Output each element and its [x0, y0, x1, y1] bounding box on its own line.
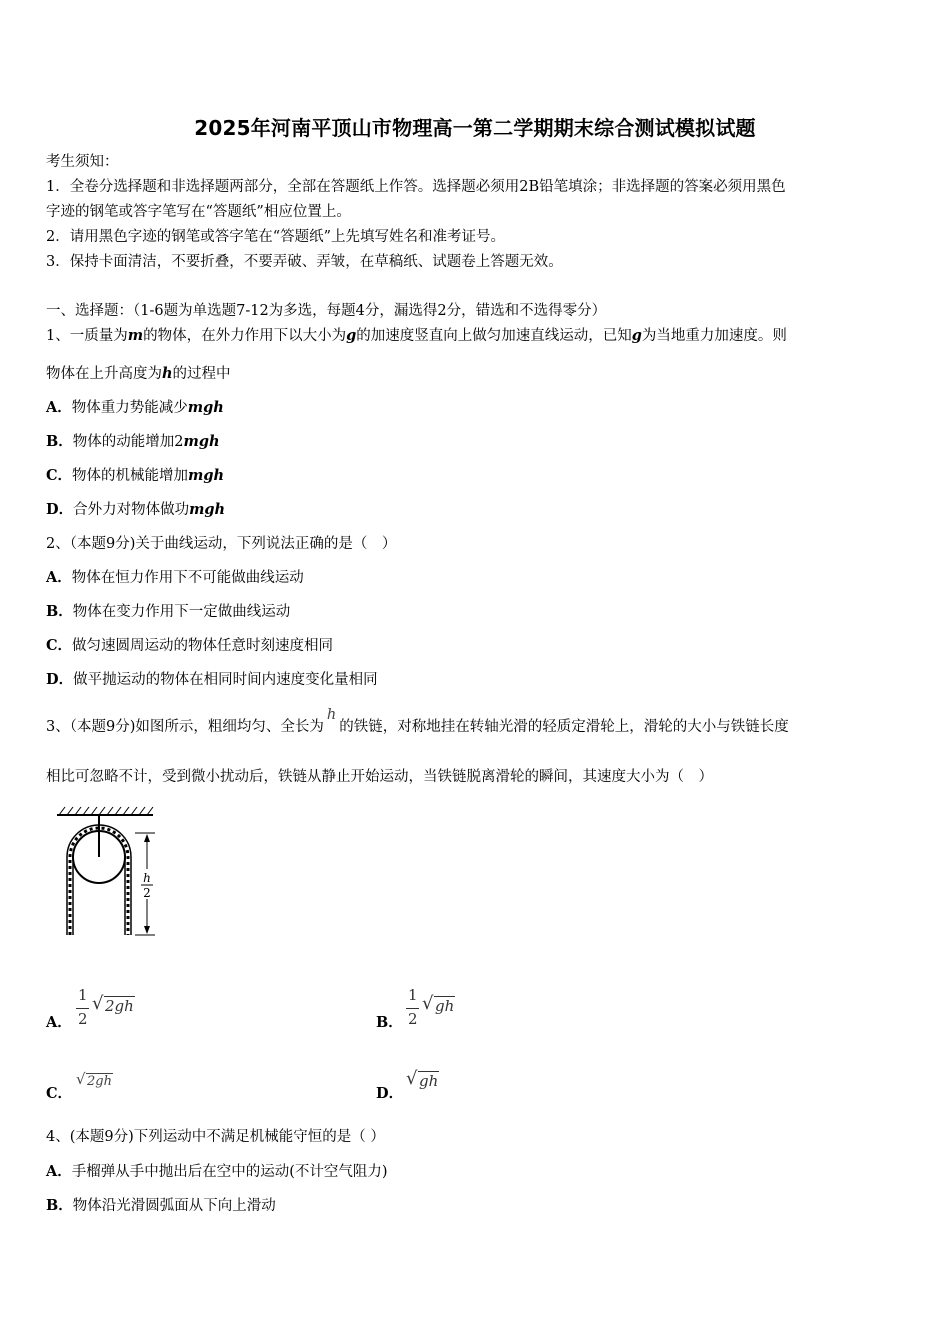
q3-option-b-formula: 1 2 √ gh	[408, 986, 455, 1028]
notice-line-4: 3．保持卡面清洁，不要折叠，不要弄破、弄皱，在草稿纸、试题卷上答题无效。	[46, 254, 563, 270]
var-g: g	[631, 327, 642, 344]
q2-option-a: A．物体在恒力作用下不可能做曲线运动	[46, 569, 304, 586]
dim-label-den: 2	[143, 886, 151, 900]
q4-option-b: B．物体沿光滑圆弧面从下向上滑动	[46, 1197, 276, 1214]
pulley-chain-figure	[55, 805, 165, 945]
q1-stem-line-1: 1、一质量为m的物体，在外力作用下以大小为g的加速度竖直向上做匀加速直线运动，已知g为当地重力加速度。则	[46, 327, 787, 344]
section-heading: 一、选择题：（1-6题为单选题7-12为多选，每题4分，漏选得2分，错选和不选得零分）	[46, 303, 607, 319]
var-h: h	[326, 707, 337, 723]
q1-option-b: B．物体的动能增加2mgh	[46, 433, 220, 450]
sqrt-icon: √	[92, 993, 104, 1014]
sqrt-icon: √	[76, 1070, 86, 1088]
q3-option-d-label: D．	[376, 1085, 404, 1102]
q3-stem-line-2: 相比可忽略不计，受到微小扰动后，铁链从静止开始运动，当铁链脱离滑轮的瞬间，其速度大小为（ ）	[46, 769, 713, 785]
var-h: h	[162, 365, 173, 382]
q1-option-a: A．物体重力势能减少mgh	[46, 399, 224, 416]
sqrt-icon: √	[406, 1068, 418, 1089]
q3-stem-line-1: 3、（本题9分)如图所示，粗细均匀、全长为h的铁链，对称地挂在转轴光滑的轻质定滑轮上，滑轮的大小与铁链长度	[46, 707, 789, 735]
notice-line-3: 2．请用黑色字迹的钢笔或答字笔在“答题纸”上先填写姓名和准考证号。	[46, 229, 506, 245]
q4-option-a: A．手榴弹从手中抛出后在空中的运动(不计空气阻力)	[46, 1163, 388, 1180]
q3-option-c-label: C．	[46, 1085, 73, 1102]
dim-arrow-down	[144, 926, 150, 934]
q2-stem: 2、（本题9分)关于曲线运动，下列说法正确的是（ ）	[46, 536, 397, 552]
q4-stem: 4、(本题9分)下列运动中不满足机械能守恒的是（ ）	[46, 1129, 385, 1145]
notice-line-2: 字迹的钢笔或答字笔写在“答题纸”相应位置上。	[46, 204, 351, 220]
var-g: g	[346, 327, 357, 344]
q3-option-a-label: A．	[46, 1014, 72, 1031]
notice-line-1: 1．全卷分选择题和非选择题两部分，全部在答题纸上作答。选择题必须用2B铅笔填涂；非选择题的答案必须用黑色	[46, 179, 786, 195]
q2-option-b: B．物体在变力作用下一定做曲线运动	[46, 603, 291, 620]
q1-option-d: D．合外力对物体做功mgh	[46, 501, 226, 518]
q3-option-a-formula: 1 2 √ 2gh	[78, 986, 134, 1028]
q3-option-b-label: B．	[376, 1014, 403, 1031]
q2-option-d: D．做平抛运动的物体在相同时间内速度变化量相同	[46, 671, 378, 688]
exam-title: 2025年河南平顶山市物理高一第二学期期末综合测试模拟试题	[194, 116, 756, 140]
var-m: m	[127, 327, 144, 344]
q3-option-d-formula: √ gh	[406, 1068, 439, 1090]
notice-heading: 考生须知：	[46, 154, 119, 170]
q1-stem-line-2: 物体在上升高度为h的过程中	[46, 365, 231, 382]
q2-option-c: C．做匀速圆周运动的物体任意时刻速度相同	[46, 637, 334, 654]
sqrt-icon: √	[422, 993, 434, 1014]
q3-option-c-formula: √ 2gh	[76, 1070, 112, 1089]
dim-arrow-up	[144, 834, 150, 842]
q1-option-c: C．物体的机械能增加mgh	[46, 467, 225, 484]
dim-label-num: h	[143, 871, 151, 885]
ceiling-hatch	[59, 807, 153, 815]
